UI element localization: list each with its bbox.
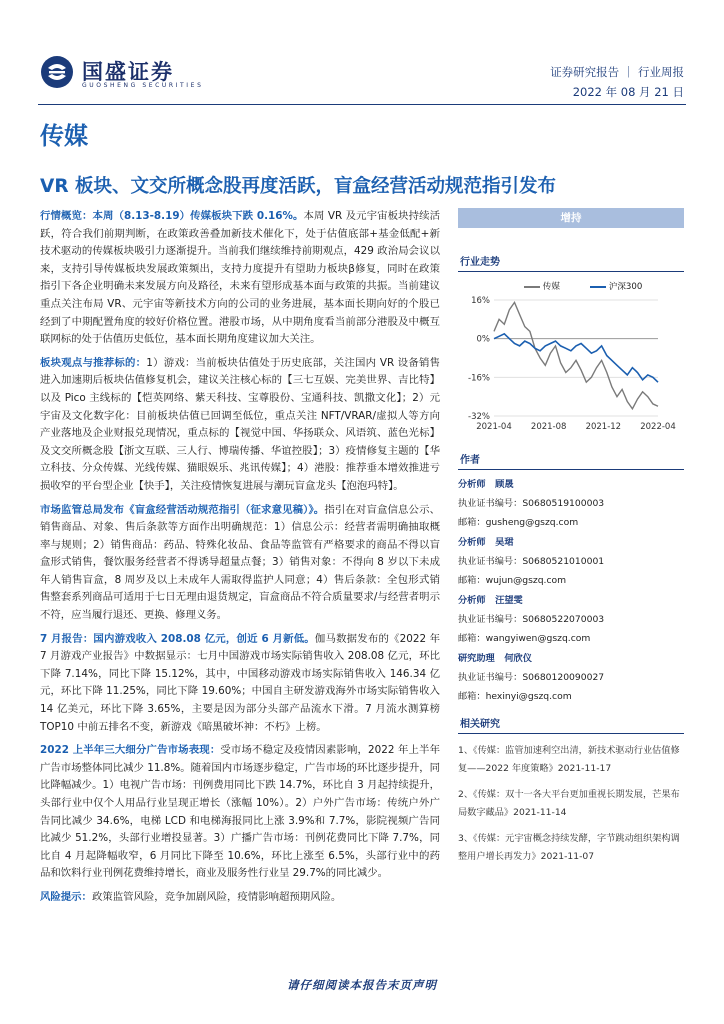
legend-item-media (524, 280, 560, 292)
company-logo (38, 52, 204, 94)
author-email: 邮箱：hexinyi@gszq.com (458, 691, 572, 702)
logo-subtext: GUOSHENG SECURITIES (82, 82, 204, 89)
paragraph-body: 本周 VR 及元宇宙板块持续活跃，符合我们前期判断，在政策政善叠加新技术催化下，处于估值底部+基金低配+新技术驱动的传媒板块吸引力逐渐提升。当前我们继续维持前期观点，429 政治局会议以来，支持引导传媒板块发展政策频出，支持力度提升有望助力板块β修复，同时在政策指引下各企业明确未来发展方向及路径，未来有望形成基本面与政策的共振。当前建议重点关注布局 VR、元宇宙等新技术方向的公司的业务进展，基本面长期向好的个股已经到了中期配置角度的较好价格位置。港股市场，从中期角度看当前部分港股及中概互联网标的处于估值历史低位，基本面长期角度建议加大关注。 (40, 210, 441, 346)
trend-chart-svg (458, 276, 684, 436)
paragraph-overview (40, 208, 440, 349)
paragraph-lead: 2022 上半年三大细分广告市场表现： (40, 744, 221, 757)
author-entry (458, 476, 684, 528)
trend-chart (458, 276, 684, 436)
author-email: 邮箱：wangyiwen@gszq.com (458, 633, 591, 644)
x-tick-label: 2021-08 (530, 422, 567, 432)
related-report-list (458, 742, 684, 866)
x-tick-label: 2021-04 (476, 422, 512, 432)
paragraph-regulation (40, 502, 440, 625)
author-role: 研究助理 何欣仪 (458, 653, 532, 664)
rating-badge: 增持 (458, 208, 684, 228)
footer-disclaimer: 请仔细阅读本报告末页声明 (287, 978, 437, 992)
related-report-item[interactable]: 2、《传媒：双十一各大平台更加重视长期发展，芒果布局数字藏品》2021-11-14 (458, 789, 680, 818)
report-type: 证券研究报告 ｜ 行业周报 (550, 65, 684, 79)
paragraph-body: 1）游戏：当前板块估值处于历史底部，关注国内 VR 设备销售进入加速期后板块估值修复机会，建议关注核心标的【三七互娱、完美世界、吉比特】以及 Pico 主线标的【恺英网络、紫天科技、宝尊股份、宝通科技、凯撒文化】；2）元宇宙及文化数字化：目前板块估值已回调至低位，重点关注 NFT/VRAR/虚拟人等方向产业落地及企业财报兑现情况，重点标的【视觉中国、华扬联众、风语筑、蓝色光标】及文交所概念股【浙文互联、三人行、博瑞传播、华谊控股】；3）疫情修复主题的【华立科技、分众传媒、光线传媒、猫眼娱乐、兆讯传媒】；4）港股：推荐垂本增效推进亏损收窄的平台型企业【快手】，关注疫情恢复进展与潮玩盲盒龙头【泡泡玛特】。 (40, 356, 440, 492)
paragraph-body: 受市场不稳定及疫情因素影响，2022 年上半年广告市场整体同比减少 11.8%。随着国内市场逐步稳定，广告市场的环比逐步提升，同比降幅减少。1）电视广告市场：刊例费用同比下跌 14.7%，环比自 3 月起持续提升，头部行业中仅个人用品行业呈现正增长（涨幅 10%）。2）户外广告市场：传统户外广告同比减少 34.6%，电梯 LCD 和电梯海报同比上涨 3.9%和 7.7%，影院视频广告同比减少 51.2%，头部行业增投显著。3）广播广告市场：刊例花费同比下降 7.7%，同比自 4 月起降幅收窄，6 月同比下降至 10.6%，环比上涨至 6.5%，头部行业中的药品和饮料行业刊例花费维持增长，商业及服务性行业呈 29.7%的同比减少。 (40, 744, 440, 880)
y-tick-label: -16% (468, 373, 490, 384)
author-cert: 执业证书编号：S0680522070003 (458, 614, 605, 625)
author-role: 分析师 顾晟 (458, 479, 514, 490)
header-divider (38, 104, 686, 105)
logo-text: 国盛证券 (82, 60, 174, 84)
author-entry (458, 592, 684, 644)
author-role: 分析师 汪望雯 (458, 595, 523, 606)
authors-heading: 作者 (458, 448, 684, 470)
author-cert: 执业证书编号：S0680519100003 (458, 498, 605, 509)
author-entry (458, 534, 684, 586)
paragraph-body: 指引在对盲盒信息公示、销售商品、对象、售后条款等方面作出明确规范：1）信息公示：经营者需明确抽取概率与规则；2）销售商品：药品、特殊化妆品、食品等监管有严格要求的商品不得以盲盒形式销售，餐饮服务经营者不得诱导超量点餐；3）销售对象：不得向 8 岁以下未成年人销售盲盒，8 周岁及以上未成年人需取得监护人同意；4）售后条款：全包形式销售整套系列商品可适用于七日无理由退货规定，盲盒商品不符合质量要求/与经营者明示不符，应当履行退还、更换、修理义务。 (40, 503, 440, 622)
author-email: 邮箱：gusheng@gszq.com (458, 517, 579, 528)
legend-swatch-media (524, 286, 540, 288)
y-tick-label: 16% (471, 296, 490, 306)
report-date: 2022 年 08 月 21 日 (572, 85, 684, 99)
report-title: VR 板块、文交所概念股再度活跃，盲盒经营活动规范指引发布 (40, 176, 557, 197)
paragraph-risk (40, 889, 440, 907)
paragraph-lead: 行情概览：本周（8.13-8.19）传媒板块下跌 0.16%。 (40, 210, 304, 222)
legend-label: 沪深300 (608, 282, 643, 292)
author-name: 顾晟 (495, 479, 514, 490)
legend-swatch-hs300 (590, 286, 606, 288)
x-tick-label: 2022-04 (640, 422, 676, 432)
paragraph-lead: 板块观点与推荐标的： (40, 356, 147, 369)
legend-label: 传媒 (542, 282, 560, 292)
author-name: 汪望雯 (495, 595, 523, 606)
paragraph-game-report (40, 631, 440, 737)
related-heading: 相关研究 (458, 712, 684, 734)
related-report-item[interactable]: 1、《传媒：监管加速利空出清，新技术驱动行业估值修复——2022 年度策略》2021-11-17 (458, 745, 680, 774)
x-tick-label: 2021-12 (585, 422, 622, 432)
paragraph-lead: 市场监管总局发布《盲盒经营活动规范指引（征求意见稿）》。 (40, 503, 325, 516)
author-cert: 执业证书编号：S0680521010001 (458, 556, 605, 567)
series-line-hs300 (494, 334, 658, 382)
paragraph-lead: 风险提示： (40, 890, 92, 903)
main-content (40, 208, 440, 913)
paragraph-lead: 7 月报告：国内游戏收入 208.08 亿元，创近 6 月新低。 (40, 632, 315, 645)
paragraph-body: 政策监管风险，竞争加剧风险，疫情影响超预期风险。 (91, 890, 342, 903)
author-email: 邮箱：wujun@gszq.com (458, 575, 567, 586)
logo-mark-icon (40, 55, 74, 89)
paragraph-body: 伽马数据发布的《2022 年 7 月游戏产业报告》中数据显示：七月中国游戏市场实际销售收入 208.08 亿元，环比下降 7.14%，同比下降 15.12%，其中，中国移动游戏市场实际销售收入 146.34 亿元，环比下降 11.25%，同比下降 19.60%；中国自主研发游戏海外市场实际销售收入 14 亿美元，环比下降 3.65%，主要是因为部分头部产品流水下滑。7 月流水测算榜 TOP10 中前五排名不变，新游戏《暗黑破坏神：不朽》上榜。 (40, 632, 440, 733)
sidebar (458, 208, 684, 866)
trend-heading: 行业走势 (458, 250, 684, 272)
author-name: 何欣仪 (504, 653, 532, 664)
series-line-media (494, 302, 658, 408)
paragraph-ad-market (40, 742, 440, 883)
author-role: 分析师 吴珺 (458, 537, 514, 548)
y-tick-label: -32% (468, 412, 490, 422)
author-name: 吴珺 (495, 537, 514, 548)
paragraph-recommendations (40, 355, 440, 496)
author-entry (458, 650, 684, 702)
y-tick-label: 0% (476, 334, 490, 345)
related-report-item[interactable]: 3、《传媒：元宇宙概念持续发酵，字节跳动组织架构调整用户增长再发力》2021-11-07 (458, 833, 680, 862)
legend-item-hs300 (590, 280, 642, 292)
sector-title: 传媒 (40, 122, 88, 150)
author-cert: 执业证书编号：S0680120090027 (458, 672, 605, 683)
author-list (458, 476, 684, 702)
